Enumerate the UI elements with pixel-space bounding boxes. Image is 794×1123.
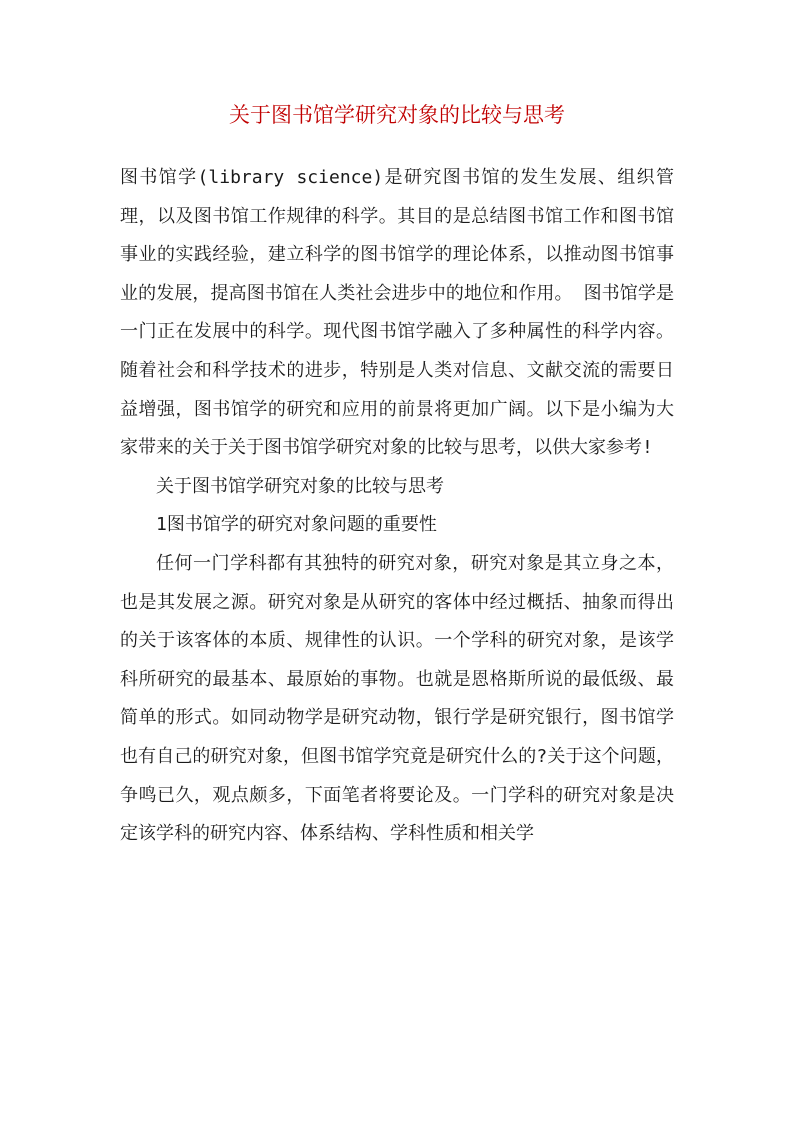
subsection-heading: 1图书馆学的研究对象问题的重要性: [156, 514, 437, 536]
document-body: [120, 159, 674, 854]
section-heading: 关于图书馆学研究对象的比较与思考: [156, 475, 444, 497]
body-paragraph: 任何一门学科都有其独特的研究对象，研究对象是其立身之本，也是其发展之源。研究对象是从研究的客体中经过概括、抽象而得出的关于该客体的本质、规律性的认识。一个学科的研究对象，是该学科所研究的最基本、最原始的事物。也就是恩格斯所说的最低级、最简单的形式。如同动物学是研究动物，银行学是研究银行，图书馆学也有自己的研究对象，但图书馆学究竟是研究什么的?关于这个问题，争鸣已久，观点颇多，下面笔者将要论及。一门学科的研究对象是决定该学科的研究内容、体系结构、学科性质和相关学: [120, 552, 674, 845]
document-title: 关于图书馆学研究对象的比较与思考: [229, 103, 565, 127]
intro-paragraph: 图书馆学(library science)是研究图书馆的发生发展、组织管理，以及图书馆工作规律的科学。其目的是总结图书馆工作和图书馆事业的实践经验，建立科学的图书馆学的理论体系，以推动图书馆事业的发展，提高图书馆在人类社会进步中的地位和作用。 图书馆学是一门正在发展中的科学。现代图书馆学融入了多种属性的科学内容。随着社会和科学技术的进步，特别是人类对信息、文献交流的需要日益增强，图书馆学的研究和应用的前景将更加广阔。以下是小编为大家带来的关于关于图书馆学研究对象的比较与思考，以供大家参考!: [120, 167, 674, 459]
